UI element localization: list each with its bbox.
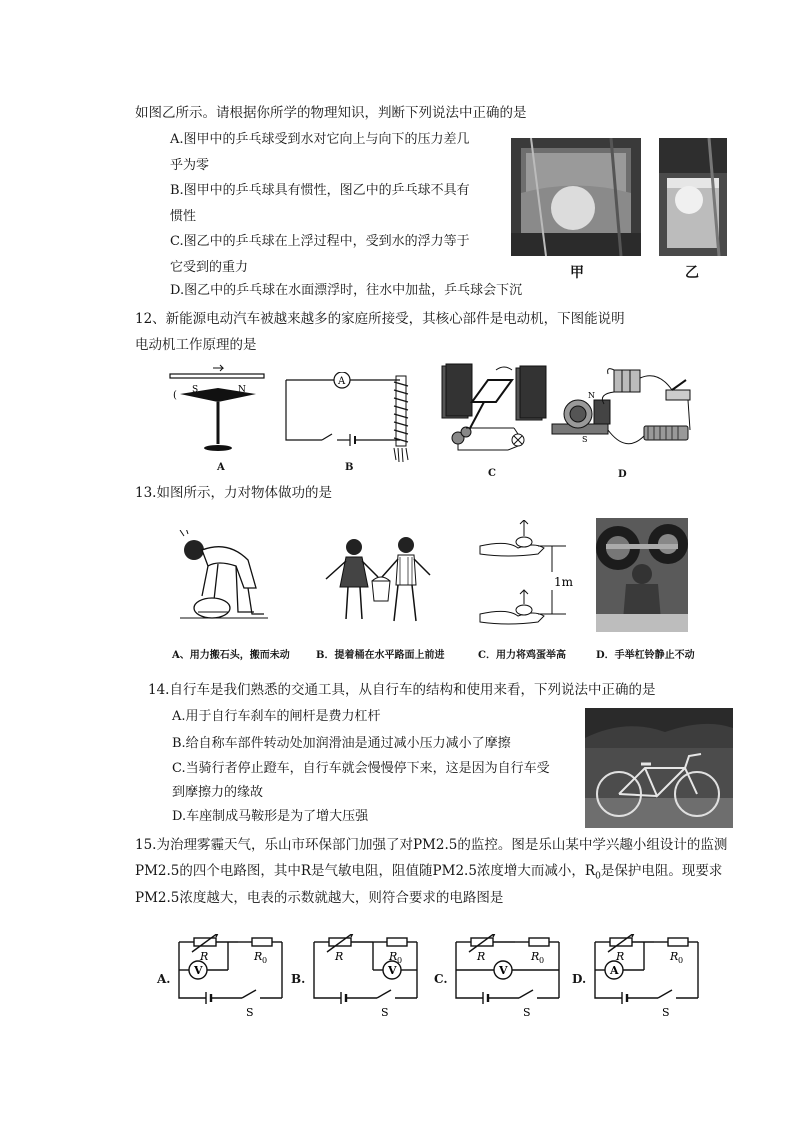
q13-stem: 13.如图所示，力对物体做功的是 [135, 485, 332, 501]
q15-circuit-c-label-r0-sub: 0 [539, 956, 545, 965]
q14-option-c-line1: C.当骑行者停止蹬车，自行车就会慢慢停下来，这是因为自行车受 [172, 761, 550, 776]
q12-caption-d: D [618, 469, 627, 480]
q15-circuit-c-meter-v: V [499, 964, 508, 977]
q13-caption-b: B．提着桶在水平路面上前进 [316, 650, 445, 661]
q15-circuit-c-label: C. [434, 972, 448, 986]
q15-stem-line2-tail: 是保护电阻。现要求 [600, 863, 723, 879]
q15-circuit-d-meter-a: A [610, 964, 619, 977]
q12-caption-c: C [488, 468, 496, 479]
svg-text:(: ( [173, 390, 177, 401]
q12-figure-b-electromagnet [282, 372, 417, 467]
photo-label-yi: 乙 [685, 265, 699, 281]
q12-caption-b: B [345, 462, 354, 473]
q14-photo-bicycle [585, 708, 733, 828]
q12-stem-line2: 电动机工作原理的是 [135, 337, 257, 353]
q15-circuit-b-label: B. [291, 972, 306, 986]
q14-option-d: D.车座制成马鞍形是为了增大压强 [172, 809, 369, 824]
q13-caption-a: A、用力搬石头，搬而未动 [172, 650, 290, 661]
q15-circuit-c-label-s: S [523, 1006, 531, 1019]
q15-circuit-b [311, 934, 421, 1020]
q12-figure-c-generator [438, 362, 548, 472]
q14-option-a: A.用于自行车刹车的闸杆是费力杠杆 [172, 709, 381, 724]
q15-circuit-a-label-r0-sub: 0 [262, 956, 268, 965]
q13-figure-b-carrying-bucket [320, 537, 440, 632]
svg-text:N: N [588, 391, 595, 400]
q15-stem-line2-sub: 0 [595, 871, 601, 882]
q11-option-a-line2: 乎为零 [170, 158, 210, 173]
q15-stem-line2-main: PM2.5的四个电路图，其中R是气敏电阻，阻值随PM2.5浓度增大而减小，R [135, 863, 596, 879]
q15-circuit-d-label: D. [572, 972, 587, 986]
q12-fig-a-pole-n: N [238, 385, 246, 395]
q15-circuit-b-meter-v: V [388, 964, 397, 977]
q11-option-a-line1: A.图甲中的乒乓球受到水对它向上与向下的压力差几 [170, 132, 470, 147]
q11-option-c-line2: 它受到的重力 [170, 260, 249, 275]
q15-circuit-d-label-s: S [662, 1006, 670, 1019]
ping-pong-photo-jia [511, 138, 641, 256]
q12-caption-a: A [217, 462, 225, 473]
q15-stem-line1: 15.为治理雾霾天气，乐山市环保部门加强了对PM2.5的监控。图是乐山某中学兴趣小组设计的监测 [135, 837, 728, 853]
q15-circuit-c [453, 934, 563, 1020]
q12-fig-b-ammeter-label: A [338, 376, 346, 387]
q15-circuit-d-label-r0: R [670, 950, 679, 963]
q11-option-d: D.图乙中的乒乓球在水面漂浮时，往水中加盐，乒乓球会下沉 [170, 283, 523, 298]
q15-stem-line2 [135, 862, 722, 886]
q15-circuit-a-label-r0: R [254, 950, 263, 963]
q15-circuit-b-label-r: R [335, 950, 344, 963]
q15-circuit-d [592, 934, 702, 1020]
q14-option-c-line2: 到摩擦力的缘故 [172, 785, 264, 800]
q13-photo-weightlifter [596, 518, 688, 632]
q11-intro: 如图乙所示。请根据你所学的物理知识，判断下列说法中正确的是 [135, 105, 527, 121]
q11-option-b-line2: 惯性 [170, 209, 197, 224]
q15-circuit-b-label-s: S [381, 1006, 389, 1019]
q12-figure-a-oersted [168, 364, 268, 464]
svg-text:S: S [582, 435, 588, 444]
q15-circuit-d-label-r: R [616, 950, 625, 963]
q13-figure-a-lifting-stone [178, 530, 270, 630]
q12-fig-a-pole-s: S [192, 385, 199, 395]
q11-option-c-line1: C.图乙中的乒乓球在上浮过程中，受到水的浮力等于 [170, 234, 470, 249]
q15-circuit-a-label: A. [157, 972, 171, 986]
q15-circuit-b-label-r0: R [389, 950, 398, 963]
q13-figure-c-lifting-egg [478, 520, 580, 632]
q15-circuit-a-label-s: S [246, 1006, 254, 1019]
q15-stem-line3: PM2.5浓度越大，电表的示数就越大，则符合要求的电路图是 [135, 890, 504, 906]
q15-circuit-a [176, 934, 286, 1020]
q13-caption-d: D．手举杠铃静止不动 [596, 650, 695, 661]
q14-option-b: B.给自称车部件转动处加润滑油是通过减小压力减小了摩擦 [172, 736, 511, 751]
q15-circuit-c-label-r: R [477, 950, 486, 963]
q15-circuit-d-label-r0-sub: 0 [678, 956, 684, 965]
q13-caption-c: C．用力将鸡蛋举高 [478, 650, 566, 661]
q15-circuit-c-label-r0: R [531, 950, 540, 963]
q14-stem: 14.自行车是我们熟悉的交通工具，从自行车的结构和使用来看，下列说法中正确的是 [148, 682, 656, 698]
q13-height-label: 1m [554, 575, 574, 589]
ping-pong-photo-yi [659, 138, 727, 256]
q15-circuit-b-label-r0-sub: 0 [397, 956, 403, 965]
q12-figure-d-motor [548, 364, 698, 469]
q12-stem-line1: 12、新能源电动汽车被越来越多的家庭所接受，其核心部件是电动机，下图能说明 [135, 311, 625, 327]
q15-circuit-a-meter-v: V [194, 964, 203, 977]
q11-option-b-line1: B.图甲中的乒乓球具有惯性，图乙中的乒乓球不具有 [170, 183, 470, 198]
q15-circuit-a-label-r: R [200, 950, 209, 963]
photo-label-jia: 甲 [570, 265, 584, 281]
